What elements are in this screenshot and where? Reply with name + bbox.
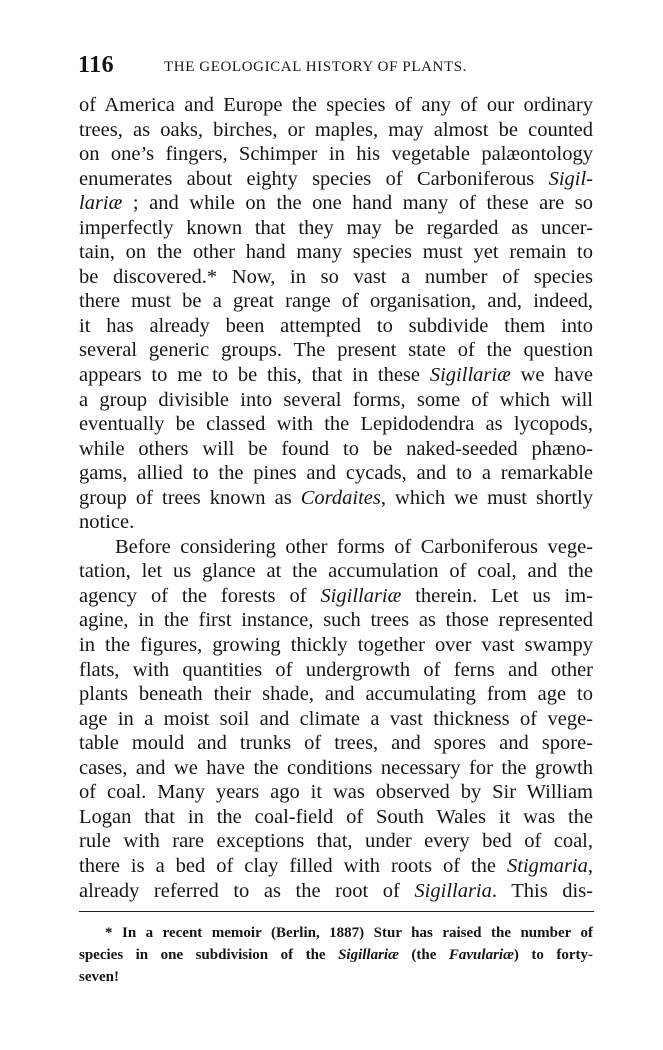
text-line: trees, as oaks, birches, or maples, may almost be counted	[79, 118, 593, 141]
running-head	[78, 52, 598, 82]
paragraph-end-line: notice.	[79, 511, 135, 534]
text-line: it has already been attempted to subdivide them into	[79, 314, 593, 337]
text-line: tain, on the other hand many species must yet remain to	[79, 241, 593, 264]
text-line: be discovered.* Now, in so vast a number of species	[79, 265, 593, 288]
text-line: eventually be classed with the Lepidodendra as lycopods,	[79, 413, 593, 436]
text-line: there is a bed of clay filled with roots of the Stigmaria,	[79, 854, 593, 877]
text-line: of coal. Many years ago it was observed by Sir William	[79, 781, 593, 804]
footnote-line: * In a recent memoir (Berlin, 1887) Stur has raised the number of	[105, 925, 593, 941]
text-line: on one’s fingers, Schimper in his vegetable palæontology	[79, 143, 593, 166]
text-line: flats, with quantities of undergrowth of ferns and other	[79, 658, 593, 681]
text-line: gams, allied to the pines and cycads, and to a remarkable	[79, 462, 593, 485]
text-line: already referred to as the root of Sigillaria. This dis-	[79, 879, 594, 902]
text-line: agine, in the first instance, such trees as those represented	[79, 609, 593, 632]
text-line: a group divisible into several forms, some of which will	[79, 388, 593, 411]
text-line: cases, and we have the conditions necessary for the growth	[79, 756, 593, 779]
text-line: several generic groups. The present state of the question	[79, 339, 593, 362]
text-line: age in a moist soil and climate a vast thickness of vege-	[79, 707, 593, 730]
text-line: agency of the forests of Sigillariæ therein. Let us im-	[79, 584, 593, 607]
text-line: lariæ ; and while on the one hand many of these are so	[79, 192, 593, 215]
text-line: group of trees known as Cordaites, which we must shortly	[79, 486, 593, 509]
running-title: THE GEOLOGICAL HISTORY OF PLANTS.	[164, 59, 467, 75]
footnote	[79, 922, 593, 988]
footnote-line: seven!	[79, 969, 119, 985]
text-line: enumerates about eighty species of Carboniferous Sigil-	[79, 167, 593, 190]
text-line: rule with rare exceptions that, under every bed of coal,	[79, 830, 593, 853]
text-line: in the figures, growing thickly together over vast swampy	[79, 634, 593, 657]
footnote-line: species in one subdivision of the Sigillariæ (the Favulariæ) to forty-	[79, 947, 593, 963]
text-line: tation, let us glance at the accumulation of coal, and the	[79, 560, 593, 583]
paragraph-start-line: Before considering other forms of Carboniferous vege-	[115, 535, 593, 558]
text-line: imperfectly known that they may be regarded as uncer-	[79, 216, 593, 239]
text-line: of America and Europe the species of any of our ordinary	[79, 94, 593, 116]
text-line: appears to me to be this, that in these Sigillariæ we have	[79, 364, 593, 387]
text-line: Logan that in the coal-field of South Wales it was the	[79, 805, 593, 828]
text-line: there must be a great range of organisation, and, indeed,	[79, 290, 593, 313]
text-line: plants beneath their shade, and accumulating from age to	[79, 683, 593, 706]
text-line: table mould and trunks of trees, and spores and spore-	[79, 732, 593, 755]
body-text	[79, 93, 593, 903]
footnote-rule	[79, 911, 594, 912]
page-number: 116	[78, 52, 115, 78]
text-line: while others will be found to be naked-seeded phæno-	[79, 437, 593, 460]
